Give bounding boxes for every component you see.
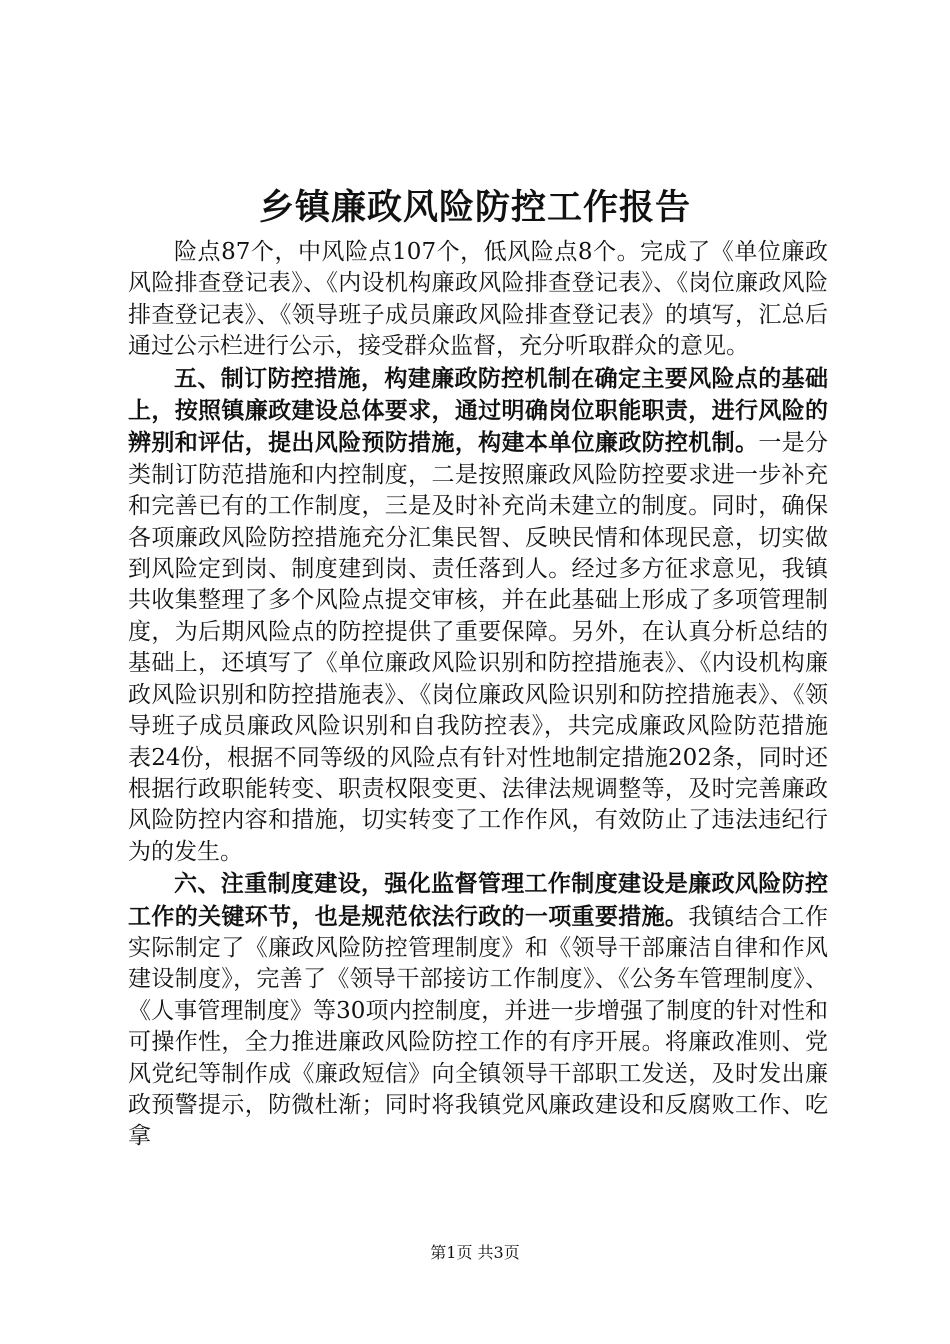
paragraph-3-text: 我镇结合工作实际制定了《廉政风险防控管理制度》和《领导干部廉洁自律和作风建设制度》，完善了《领导干部接访工作制度》、《公务车管理制度》、《人事管理制度》等30项内控制度，并进一步增强了制度的针对性和可操作性，全力推进廉政风险防控工作的有序开展。将廉政准则、党风党纪等制作成《廉政短信》向全镇领导干部职工发送，及时发出廉政预警提示，防微杜渐；同时将我镇党风廉政建设和反腐败工作、吃拿 [128, 903, 829, 1150]
page-title: 乡镇廉政风险防控工作报告 [258, 187, 691, 228]
paragraph-1 [128, 236, 828, 363]
document-body [128, 236, 828, 1153]
paragraph-3-heading: 六、注重制度建设，强化监督管理工作制度建设是廉政风险防控工作的关键环节，也是规范依法行政的一项重要措施。 [128, 870, 828, 930]
paragraph-2 [128, 363, 828, 869]
page-footer: 第1页 共3页 [430, 1243, 520, 1262]
paragraph-2-heading: 五、制订防控措施，构建廉政防控机制在确定主要风险点的基础上，按照镇廉政建设总体要求，通过明确岗位职能职责，进行风险的辨别和评估，提出风险预防措施，构建本单位廉政防控机制。 [128, 364, 828, 457]
paragraph-2-text: 一是分类制订防范措施和内控制度，二是按照廉政风险防控要求进一步补充和完善已有的工作制度，三是及时补充尚未建立的制度。同时，确保各项廉政风险防控措施充分汇集民智、反映民情和体现民意，切实做到风险定到岗、制度建到岗、责任落到人。经过多方征求意见，我镇共收集整理了多个风险点提交审核，并在此基础上形成了多项管理制度，为后期风险点的防控提供了重要保障。另外，在认真分析总结的基础上，还填写了《单位廉政风险识别和防控措施表》、《内设机构廉政风险识别和防控措施表》、《岗位廉政风险识别和防控措施表》、《领导班子成员廉政风险识别和自我防控表》，共完成廉政风险防范措施表24份，根据不同等级的风险点有针对性地制定措施202条，同时还根据行政职能转变、职责权限变更、法律法规调整等，及时完善廉政风险防控内容和措施，切实转变了工作作风，有效防止了违法违纪行为的发生。 [128, 430, 829, 865]
paragraph-3 [128, 868, 828, 1153]
paragraph-1-text: 险点87个，中风险点107个，低风险点8个。完成了《单位廉政风险排查登记表》、《内设机构廉政风险排查登记表》、《岗位廉政风险排查登记表》、《领导班子成员廉政风险排查登记表》的填写，汇总后通过公示栏进行公示，接受群众监督，充分听取群众的意见。 [128, 239, 828, 360]
